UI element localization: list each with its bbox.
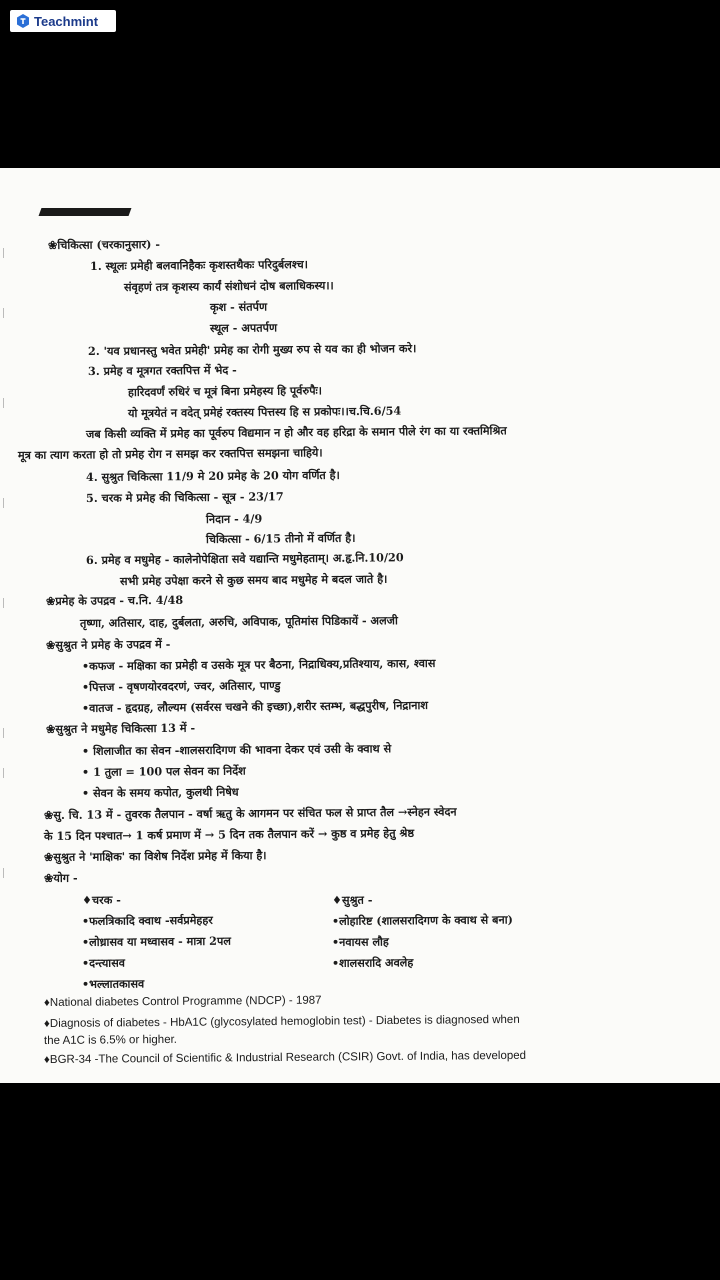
doc-line: संवृहणं तत्र कृशस्य कार्यं संशोधनं दोष बलाधिकस्य।। [123,278,334,294]
doc-line: • सेवन के समय कपोत, कुलथी निषेध [81,784,239,800]
doc-line: के 15 दिन पश्चात→ 1 कर्ष प्रमाण में → 5 दिन तक तैलपान करें → कुष्ठ व प्रमेह हेतु श्रेष्ठ [43,825,415,843]
doc-line: •फलत्रिकादि क्वाथ -सर्वप्रमेहहर [81,912,213,928]
doc-line: 6. प्रमेह व मधुमेह - कालेनोपेक्षिता सवे यद्यान्ति मधुमेहताम्। अ.हृ.नि.10/20 [85,550,404,567]
teachmint-logo-icon [16,14,30,28]
doc-line: ♦सुश्रुत - [331,892,373,907]
doc-line: •दन्त्यासव [81,955,126,970]
doc-line: •नवायस लौह [331,934,389,949]
doc-line: स्थूल - अपतर्पण [209,320,278,335]
doc-line: कृश - संतर्पण [209,299,268,314]
doc-line: •कफज - मक्षिका का प्रमेही व उसके मूत्र पर बैठना, निद्राधिक्य,प्रतिश्याय, कास, श्वास [81,655,436,673]
doc-line: ♦Diagnosis of diabetes - HbA1C (glycosylated hemoglobin test) - Diabetes is diagnosed when [43,1013,520,1030]
doc-line: ❀सुश्रुत ने 'माक्षिक' का विशेष निर्देश प्रमेह में किया है। [43,848,267,864]
doc-line: 3. प्रमेह व मूत्रगत रक्तपित्त में भेद - [87,362,237,378]
doc-line: जब किसी व्यक्ति में प्रमेह का पूर्वरुप विद्यमान न हो और वह हरिद्रा के समान पीले रंग का या रक्तमिश्रित [85,423,507,441]
document-page [0,168,720,1083]
brand-badge [10,10,116,32]
doc-line: निदान - 4/9 [205,511,263,526]
doc-line: the A1C is 6.5% or higher. [43,1033,178,1047]
doc-line: यो मूत्रयेतं न वदेत् प्रमेहं रक्तस्य पित्तस्य हि स प्रकोपः।।च.चि.6/54 [127,403,402,420]
brand-name: Teachmint [34,13,99,29]
doc-line: मूत्र का त्याग करता हो तो प्रमेह रोग न समझ कर रक्तपित्त समझना चाहिये। [17,445,323,462]
doc-line: •वातज - हृदग्रह, लौल्यम (सर्वरस चखने की इच्छा),शरीर स्तम्भ, बद्धपुरीष, निद्रानाश [81,697,428,715]
section-heading: ❀सुश्रुत ने प्रमेह के उपद्रव में - [45,636,171,652]
doc-line: 4. सुश्रुत चिकित्सा 11/9 मे 20 प्रमेह के 20 योग वर्णित है। [85,467,340,484]
doc-line: 5. चरक मे प्रमेह की चिकित्सा - सूत्र - 23/17 [85,489,284,505]
doc-line: • शिलाजीत का सेवन -शालसरादिगण की भावना देकर एवं उसी के क्वाथ से [81,741,392,758]
doc-line: •लोहारिष्ट (शालसरादिगण के क्वाथ से बना) [331,912,513,928]
doc-line: ♦National diabetes Control Programme (NDCP) - 1987 [43,994,322,1009]
doc-line: 2. 'यव प्रधानस्तु भवेत प्रमेही' प्रमेह का रोगी मुख्य रुप से यव का ही भोजन करे। [87,341,417,358]
doc-line: ♦BGR-34 -The Council of Scientific & Industrial Research (CSIR) Govt. of India, has developed [43,1049,527,1066]
doc-line: ❀सु. चि. 13 में - तुवरक तैलपान - वर्षा ऋतु के आगमन पर संचित फल से प्राप्त तैल →स्नेहन स्वेदन [43,804,457,822]
doc-line: 1. स्थूलः प्रमेही बलवानिहैकः कृशस्तथैकः परिदुर्बलश्च। [89,257,308,273]
doc-line: सभी प्रमेह उपेक्षा करने से कुछ समय बाद मधुमेह मे बदल जाते है। [119,571,388,588]
doc-line: तृष्णा, अतिसार, दाह, दुर्बलता, अरुचि, अविपाक, पूतिमांस पिडिकायें - अलजी [79,613,398,630]
doc-line: • 1 तुला = 100 पल सेवन का निर्देश [81,763,246,779]
section-heading: ❀योग - [43,870,78,885]
doc-line: ♦चरक - [81,892,121,907]
doc-line: •भल्लातकासव [81,976,145,991]
doc-line: हारिदवर्णं रुधिरं च मूत्रं बिना प्रमेहस्य हि पूर्वरुपैः। [127,383,323,399]
section-heading: ❀चिकित्सा (चरकानुसार) - [47,237,161,252]
doc-line: •शालसरादि अवलेह [331,955,414,970]
doc-line: चिकित्सा - 6/15 तीनो में वर्णित है। [205,530,356,546]
doc-line: •लोध्रासव या मध्वासव - मात्रा 2पल [81,933,231,949]
header-stripe [39,208,132,216]
section-heading: ❀सुश्रुत ने मधुमेह चिकित्सा 13 में - [45,720,196,736]
doc-line: •पित्तज - वृषणयोरवदरणं, ज्वर, अतिसार, पाण्डु [81,678,281,694]
section-heading: ❀प्रमेह के उपद्रव - च.नि. 4/48 [45,592,184,608]
